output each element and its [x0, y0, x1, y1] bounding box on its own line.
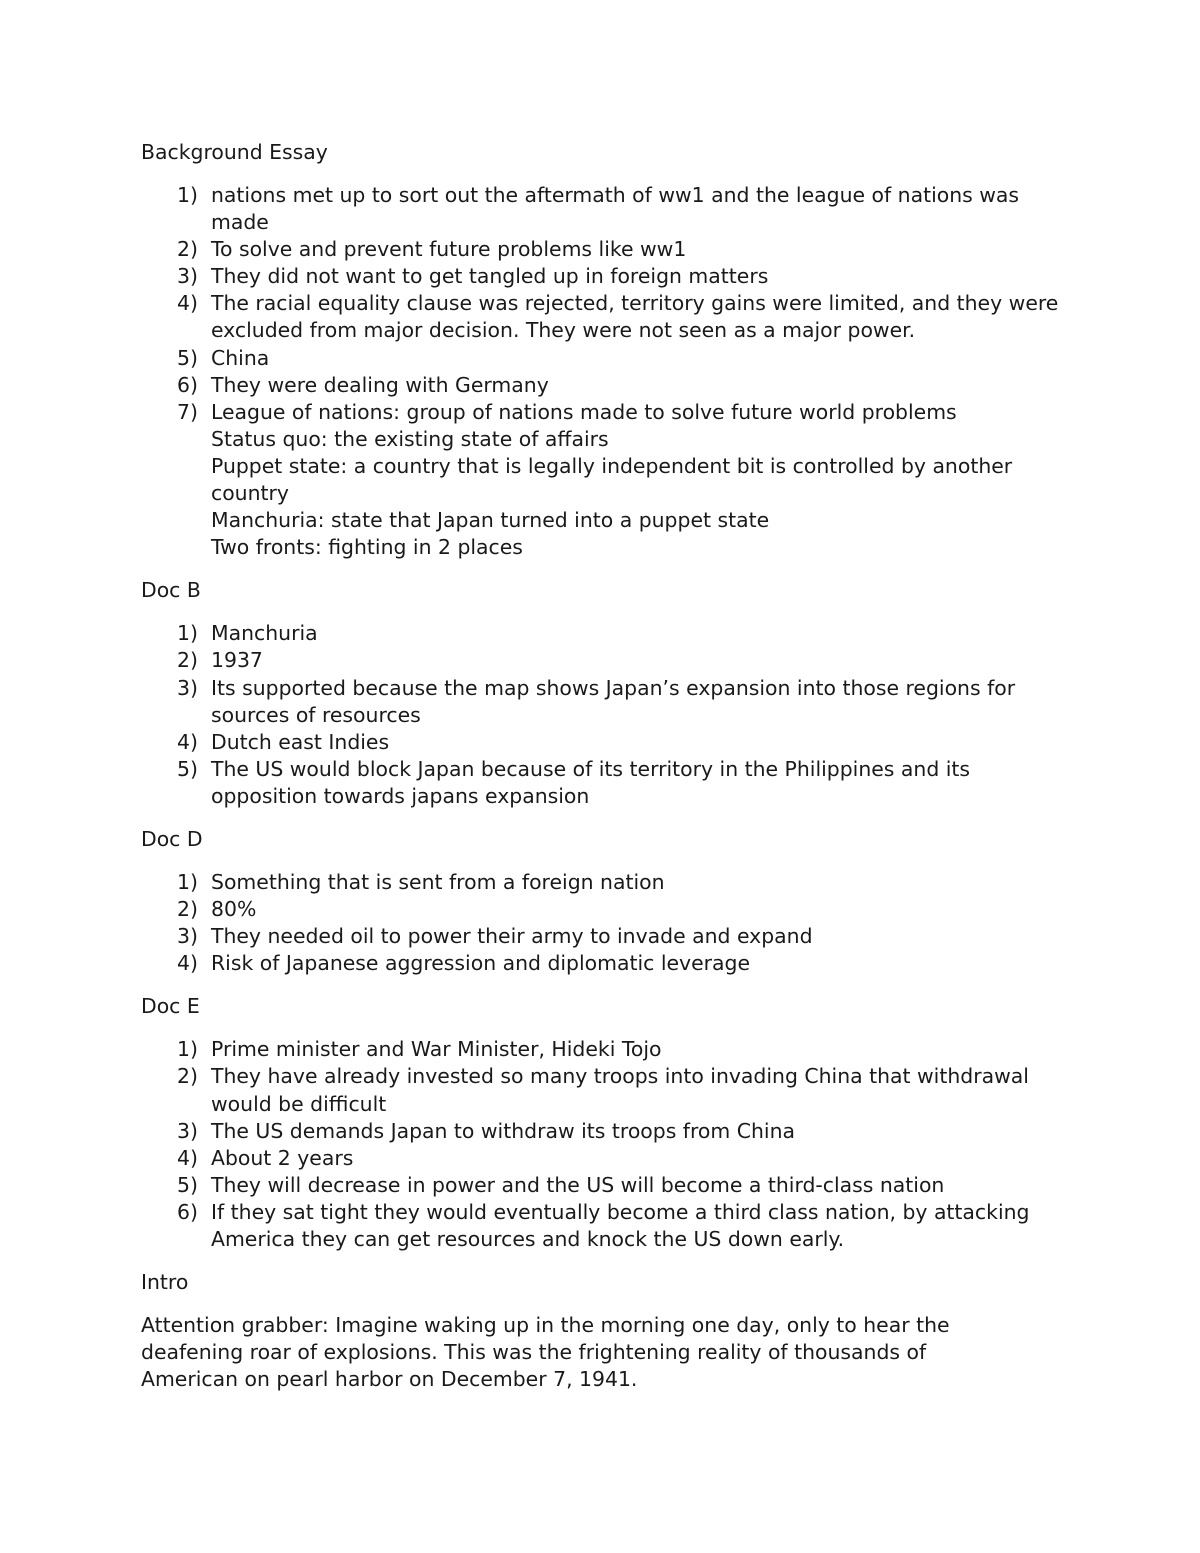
item-text: Something that is sent from a foreign nation [211, 869, 665, 894]
item-text: China [211, 345, 270, 370]
item-number: 1) [177, 621, 198, 646]
list-item [141, 1199, 1061, 1253]
item-text: They needed oil to power their army to invade and expand [211, 924, 813, 949]
list-item [141, 1145, 1061, 1172]
list-item [141, 923, 1061, 950]
item-number: 1) [177, 1037, 198, 1062]
item-number: 5) [177, 756, 198, 781]
section-heading-doc-e: Doc E [141, 994, 200, 1019]
list-item [141, 1036, 1061, 1063]
item-text: Prime minister and War Minister, Hideki Tojo [211, 1037, 662, 1062]
list-item [141, 345, 1061, 372]
item-text: Manchuria [211, 621, 318, 646]
item-text: They did not want to get tangled up in foreign matters [211, 264, 769, 289]
item-text: If they sat tight they would eventually become a third class nation, by attacking America they can get resources and knock the US down early. [211, 1199, 1030, 1251]
answer-list-doc-d [141, 869, 1061, 977]
section-heading-doc-d: Doc D [141, 826, 203, 851]
list-item [141, 1063, 1061, 1117]
item-number: 6) [177, 372, 198, 397]
list-item [141, 1118, 1061, 1145]
item-text: League of nations: group of nations made to solve future world problems [211, 399, 957, 424]
section-heading-doc-b: Doc B [141, 578, 201, 603]
item-number: 2) [177, 237, 198, 262]
item-text: The US would block Japan because of its territory in the Philippines and its opposition towards japans expansion [211, 756, 971, 808]
item-number: 4) [177, 951, 198, 976]
item-number: 1) [177, 869, 198, 894]
definition-two-fronts: Two fronts: fighting in 2 places [211, 535, 523, 560]
item-text: The US demands Japan to withdraw its troops from China [211, 1118, 795, 1143]
list-item [141, 1172, 1061, 1199]
item-number: 2) [177, 1064, 198, 1089]
item-text: To solve and prevent future problems like ww1 [211, 237, 687, 262]
item-number: 3) [177, 924, 198, 949]
item-number: 3) [177, 264, 198, 289]
item-text: Dutch east Indies [211, 729, 390, 754]
item-number: 5) [177, 345, 198, 370]
answer-list-doc-e [141, 1036, 1061, 1253]
item-number: 4) [177, 291, 198, 316]
item-text: They will decrease in power and the US will become a third-class nation [211, 1172, 945, 1197]
section-heading-intro: Intro [141, 1270, 189, 1295]
document-page [141, 139, 1061, 1393]
item-text: They were dealing with Germany [211, 372, 549, 397]
list-item [141, 756, 1061, 810]
definition-status-quo: Status quo: the existing state of affairs [211, 426, 609, 451]
list-item [141, 896, 1061, 923]
list-item [141, 675, 1061, 729]
item-number: 2) [177, 897, 198, 922]
list-item [141, 950, 1061, 977]
item-number: 4) [177, 1145, 198, 1170]
list-item [141, 372, 1061, 399]
list-item [141, 620, 1061, 647]
list-item [141, 263, 1061, 290]
item-text: nations met up to sort out the aftermath of ww1 and the league of nations was made [211, 183, 1020, 235]
item-text: 1937 [211, 648, 263, 673]
item-text: The racial equality clause was rejected, territory gains were limited, and they were excluded from major decision. They were not seen as a major power. [211, 291, 1059, 343]
item-number: 7) [177, 399, 198, 424]
list-item [141, 182, 1061, 236]
item-number: 1) [177, 183, 198, 207]
definition-puppet-state: Puppet state: a country that is legally independent bit is controlled by another country [211, 453, 1013, 506]
intro-paragraph: Attention grabber: Imagine waking up in the morning one day, only to hear the deafening roar of explosions. This was the frightening reality of thousands of American on pearl harbor on December 7, 1941. [141, 1313, 950, 1392]
item-text: Its supported because the map shows Japan’s expansion into those regions for sources of resources [211, 675, 1016, 727]
section-heading-background-essay: Background Essay [141, 140, 328, 164]
item-number: 2) [177, 648, 198, 673]
definition-manchuria: Manchuria: state that Japan turned into a puppet state [211, 508, 770, 533]
item-text: They have already invested so many troops into invading China that withdrawal would be difficult [211, 1064, 1029, 1116]
item-text: 80% [211, 897, 257, 922]
list-item [141, 647, 1061, 674]
list-item [141, 399, 1061, 562]
answer-list-background-essay [141, 182, 1061, 561]
item-number: 3) [177, 675, 198, 700]
item-number: 3) [177, 1118, 198, 1143]
answer-list-doc-b [141, 620, 1061, 810]
list-item [141, 869, 1061, 896]
list-item [141, 236, 1061, 263]
item-text: About 2 years [211, 1145, 354, 1170]
item-number: 4) [177, 729, 198, 754]
item-number: 6) [177, 1199, 198, 1224]
item-number: 5) [177, 1172, 198, 1197]
list-item [141, 729, 1061, 756]
item-text: Risk of Japanese aggression and diplomatic leverage [211, 951, 751, 976]
list-item [141, 290, 1061, 344]
